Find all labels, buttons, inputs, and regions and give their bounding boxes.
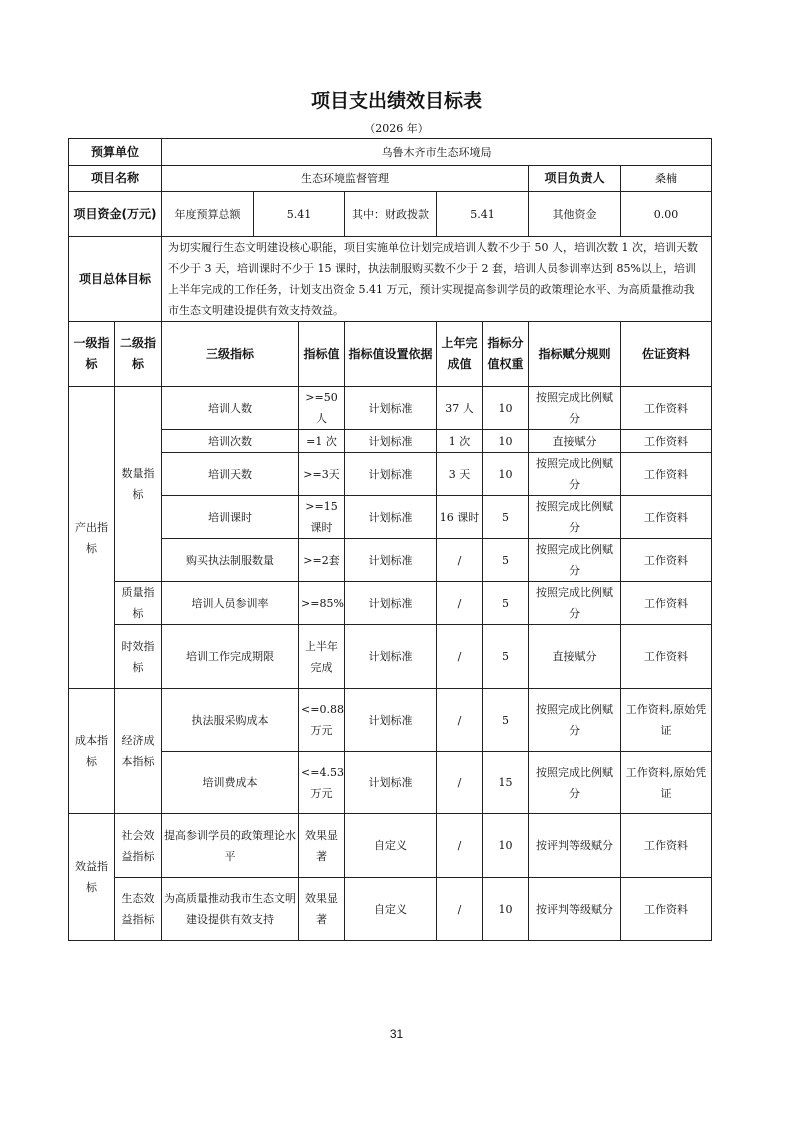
table-row (69, 496, 712, 539)
evidence-cell: 工作资料,原始凭证 (621, 752, 712, 814)
evidence-cell: 工作资料 (621, 430, 712, 453)
value-cell: <=4.53万元 (299, 752, 345, 814)
value-cell: 效果显著 (299, 878, 345, 941)
rule-cell: 直接赋分 (529, 625, 621, 689)
weight-cell: 10 (483, 430, 529, 453)
level2-cell: 质量指标 (115, 582, 162, 625)
fiscal-label: 其中：财政拨款 (345, 192, 437, 237)
rule-cell: 按评判等级赋分 (529, 814, 621, 878)
unit-value: 乌鲁木齐市生态环境局 (162, 139, 712, 166)
rule-cell: 按照完成比例赋分 (529, 582, 621, 625)
rule-cell: 直接赋分 (529, 430, 621, 453)
page-number: 31 (389, 1027, 404, 1041)
table-row (69, 689, 712, 752)
table-row (69, 430, 712, 453)
last-year-cell: / (437, 582, 483, 625)
evidence-cell: 工作资料 (621, 625, 712, 689)
year-label: （2026 年） (364, 122, 429, 135)
unit-label: 预算单位 (69, 139, 162, 166)
value-cell: 上半年完成 (299, 625, 345, 689)
weight-cell: 5 (483, 539, 529, 582)
value-cell: >=85% (299, 582, 345, 625)
table-row (69, 752, 712, 814)
basis-cell: 计划标准 (345, 453, 437, 496)
evidence-cell: 工作资料 (621, 582, 712, 625)
col-last-year: 上年完成值 (437, 322, 483, 387)
level2-cell: 经济成本指标 (115, 689, 162, 814)
weight-cell: 5 (483, 496, 529, 539)
total-label: 年度预算总额 (162, 192, 254, 237)
evidence-cell: 工作资料 (621, 539, 712, 582)
col-rule: 指标赋分规则 (529, 322, 621, 387)
last-year-cell: / (437, 539, 483, 582)
rule-cell: 按照完成比例赋分 (529, 689, 621, 752)
basis-cell: 计划标准 (345, 430, 437, 453)
level2-cell: 社会效益指标 (115, 814, 162, 878)
value-cell: >=2套 (299, 539, 345, 582)
table-row (69, 453, 712, 496)
weight-cell: 10 (483, 387, 529, 430)
weight-cell: 10 (483, 878, 529, 941)
level3-cell: 培训工作完成期限 (162, 625, 299, 689)
col-basis: 指标值设置依据 (345, 322, 437, 387)
last-year-cell: 16 课时 (437, 496, 483, 539)
value-cell: >=3天 (299, 453, 345, 496)
rule-cell: 按照完成比例赋分 (529, 387, 621, 430)
owner-label: 项目负责人 (529, 166, 621, 192)
weight-cell: 5 (483, 625, 529, 689)
weight-cell: 10 (483, 453, 529, 496)
evidence-cell: 工作资料 (621, 387, 712, 430)
table-row (69, 582, 712, 625)
table-row (69, 387, 712, 430)
level3-cell: 培训人员参训率 (162, 582, 299, 625)
basis-cell: 计划标准 (345, 387, 437, 430)
level3-cell: 培训费成本 (162, 752, 299, 814)
last-year-cell: / (437, 689, 483, 752)
weight-cell: 5 (483, 582, 529, 625)
rule-cell: 按照完成比例赋分 (529, 752, 621, 814)
col-weight: 指标分值权重 (483, 322, 529, 387)
total-value: 5.41 (254, 192, 345, 237)
last-year-cell: / (437, 814, 483, 878)
level2-cell: 时效指标 (115, 625, 162, 689)
last-year-cell: / (437, 878, 483, 941)
last-year-cell: / (437, 625, 483, 689)
table-row (69, 878, 712, 941)
basis-cell: 计划标准 (345, 582, 437, 625)
page-title: 项目支出绩效目标表 (310, 90, 482, 112)
level3-cell: 提高参训学员的政策理论水平 (162, 814, 299, 878)
value-cell: <=0.88万元 (299, 689, 345, 752)
owner-value: 桑楠 (621, 166, 712, 192)
level3-cell: 执法服采购成本 (162, 689, 299, 752)
evidence-cell: 工作资料 (621, 496, 712, 539)
col-level1: 一级指标 (69, 322, 115, 387)
level1-cell: 产出指标 (69, 387, 115, 689)
col-evidence: 佐证资料 (621, 322, 712, 387)
other-value: 0.00 (621, 192, 712, 237)
level3-cell: 培训课时 (162, 496, 299, 539)
rule-cell: 按照完成比例赋分 (529, 496, 621, 539)
basis-cell: 计划标准 (345, 689, 437, 752)
last-year-cell: / (437, 752, 483, 814)
fiscal-value: 5.41 (437, 192, 529, 237)
level1-cell: 成本指标 (69, 689, 115, 814)
col-value: 指标值 (299, 322, 345, 387)
value-cell: 效果显著 (299, 814, 345, 878)
level3-cell: 培训次数 (162, 430, 299, 453)
level3-cell: 培训天数 (162, 453, 299, 496)
table-row (69, 539, 712, 582)
level2-cell: 生态效益指标 (115, 878, 162, 941)
value-cell: =1 次 (299, 430, 345, 453)
evidence-cell: 工作资料 (621, 814, 712, 878)
level3-cell: 为高质量推动我市生态文明建设提供有效支持 (162, 878, 299, 941)
name-value: 生态环境监督管理 (162, 166, 529, 192)
basis-cell: 自定义 (345, 878, 437, 941)
basis-cell: 计划标准 (345, 625, 437, 689)
performance-table (68, 138, 712, 941)
col-level3: 三级指标 (162, 322, 299, 387)
last-year-cell: 3 天 (437, 453, 483, 496)
rule-cell: 按照完成比例赋分 (529, 453, 621, 496)
basis-cell: 计划标准 (345, 539, 437, 582)
weight-cell: 5 (483, 689, 529, 752)
table-row (69, 625, 712, 689)
level1-cell: 效益指标 (69, 814, 115, 941)
evidence-cell: 工作资料 (621, 453, 712, 496)
col-level2: 二级指标 (115, 322, 162, 387)
evidence-cell: 工作资料 (621, 878, 712, 941)
last-year-cell: 1 次 (437, 430, 483, 453)
basis-cell: 自定义 (345, 814, 437, 878)
last-year-cell: 37 人 (437, 387, 483, 430)
goal-label: 项目总体目标 (69, 237, 162, 322)
weight-cell: 10 (483, 814, 529, 878)
fund-label: 项目资金(万元) (69, 192, 162, 237)
basis-cell: 计划标准 (345, 496, 437, 539)
rule-cell: 按评判等级赋分 (529, 878, 621, 941)
level2-cell: 数量指标 (115, 387, 162, 582)
level3-cell: 购买执法制服数量 (162, 539, 299, 582)
evidence-cell: 工作资料,原始凭证 (621, 689, 712, 752)
other-label: 其他资金 (529, 192, 621, 237)
value-cell: >=15课时 (299, 496, 345, 539)
level3-cell: 培训人数 (162, 387, 299, 430)
rule-cell: 按照完成比例赋分 (529, 539, 621, 582)
basis-cell: 计划标准 (345, 752, 437, 814)
value-cell: >=50人 (299, 387, 345, 430)
weight-cell: 15 (483, 752, 529, 814)
table-row (69, 814, 712, 878)
name-label: 项目名称 (69, 166, 162, 192)
goal-value: 为切实履行生态文明建设核心职能，项目实施单位计划完成培训人数不少于 50 人，培训次数 1 次，培训天数不少于 3 天，培训课时不少于 15 课时，执法制服购买数不少于 2 套，培训人员参训率达到 85%以上，培训上半年完成的工作任务，计划支出资金 5.41 万元，预计实现提高参训学员的政策理论水平、为高质量推动我市生态文明建设提供有效支持效益。 (162, 237, 712, 322)
